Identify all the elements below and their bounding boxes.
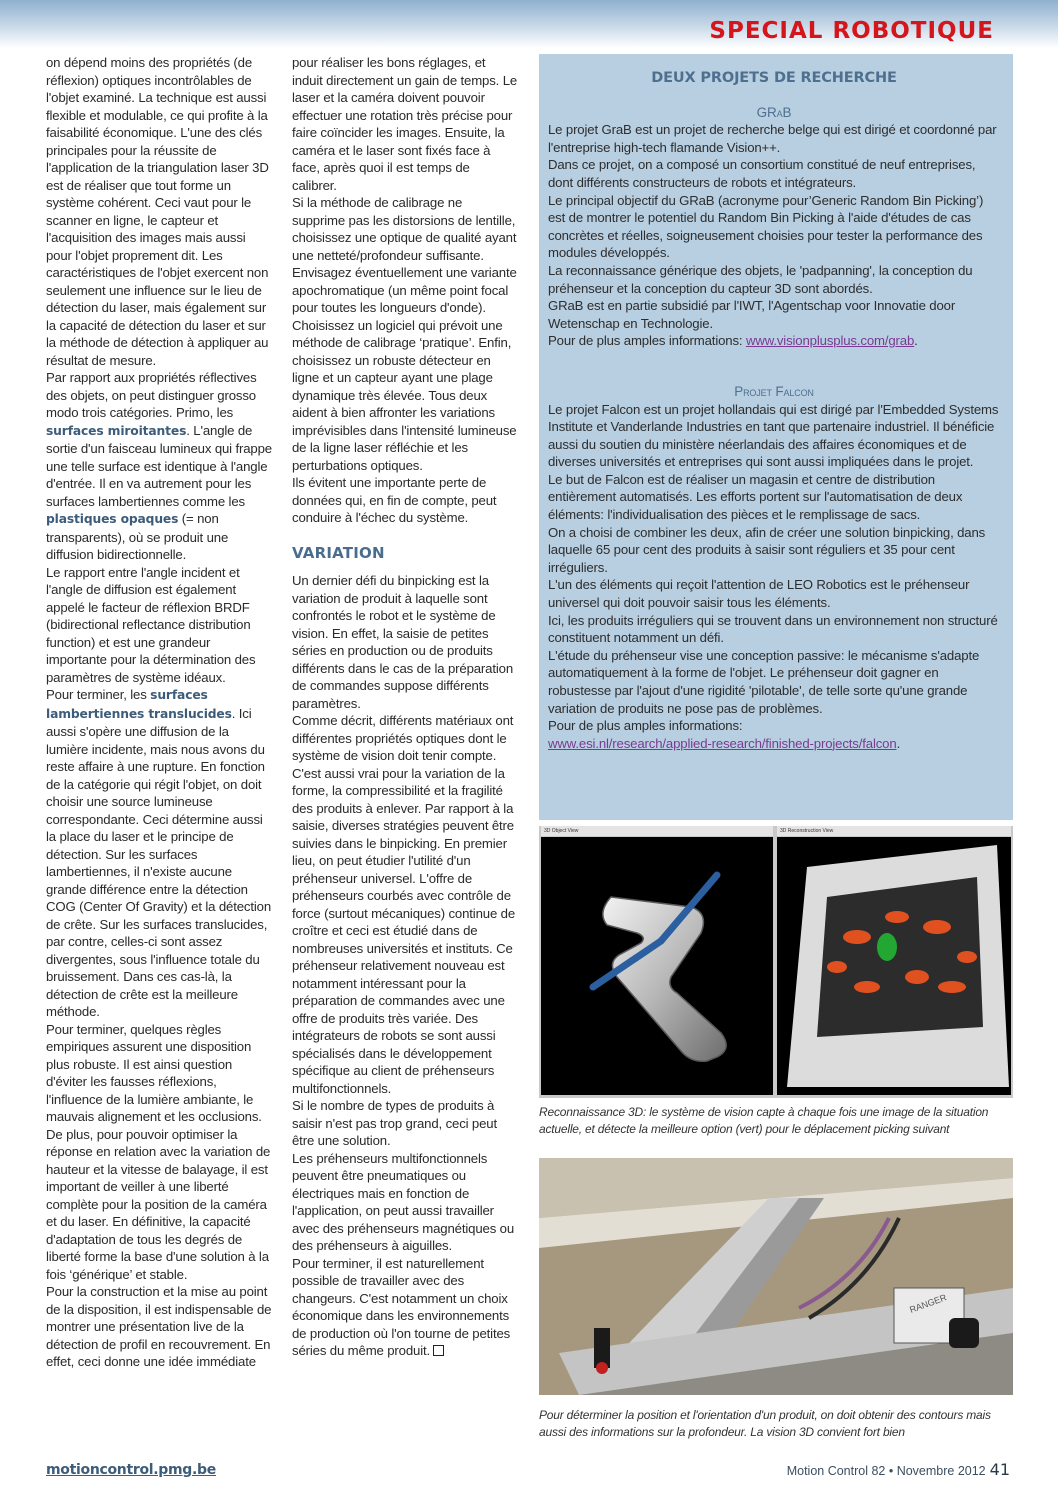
paragraph: Ici, les produits irréguliers qui se trouvent dans un environnement non structuré constituent notamment un défi. bbox=[548, 612, 998, 646]
paragraph: Pour de plus amples informations: bbox=[548, 718, 743, 734]
paragraph: Dans ce projet, on a composé un consortium constitué de neuf entreprises, dont différents constructeurs de robots et intégrateurs. bbox=[548, 157, 976, 190]
bin-reconstruction-illustration bbox=[777, 837, 1011, 1095]
gripper-object-illustration bbox=[541, 837, 773, 1095]
footer-url-link[interactable]: motioncontrol.pmg.be bbox=[46, 1462, 216, 1478]
paragraph: www.esi.nl/research/applied-research/finished-projects/falcon. bbox=[548, 735, 901, 751]
figure1-caption: Reconnaissance 3D: le système de vision capte à chaque fois une image de la situation actuelle, et détecte la meilleure option (vert) pour le déplacement picking suivant bbox=[539, 1105, 989, 1136]
paragraph: Un dernier défi du binpicking est la variation de produit à laquelle sont confrontés le robot et le système de vision. En effet, la saisie de petites séries en production ou de produits différents dans le cas de la préparation de commandes suppose différents paramètres. bbox=[292, 573, 514, 711]
section-header: SPECIAL ROBOTIQUE bbox=[709, 18, 994, 44]
article-column-2 bbox=[292, 54, 518, 1360]
paragraph: Le but de Falcon est de réaliser un magasin et centre de distribution entièrement automatisés. Les efforts portent sur l'automatisation de deux éléments: l'individualisation des pièces et le remplissage de sacs. bbox=[548, 471, 963, 523]
falcon-link[interactable]: www.esi.nl/research/applied-research/finished-projects/falcon bbox=[548, 735, 897, 751]
paragraph: GRaB est en partie subsidié par l'IWT, l'Agentschap voor Innovatie door Wetenschap en Technologie. bbox=[548, 298, 956, 331]
issue-info: Motion Control 82 • Novembre 2012 bbox=[786, 1464, 986, 1478]
section-heading: VARIATION bbox=[292, 543, 385, 562]
paragraph: Pour terminer, quelques règles empiriques assurent une disposition plus robuste. Il est ainsi question d'éviter les fausses réflexions, l'influence de la lumière ambiante, le mauvais alignement et les occlusions. De plus, pour pouvoir optimiser la réponse en relation avec la variation de hauteur et la vitesse de balayage, il est important de veiller à une liberté complète pour la position de la caméra et du laser. En définitive, la capacité d'adaptation de tous les degrés de liberté forme la base d'une solution à la fois ‘générique’ et stable. bbox=[46, 1021, 271, 1282]
reconstruction-view-panel bbox=[777, 837, 1011, 1095]
object-view-panel bbox=[541, 837, 773, 1095]
emphasis: plastiques opaques bbox=[46, 512, 179, 526]
figure2-caption: Pour déterminer la position et l'orientation d'un produit, on doit obtenir des contours mais aussi des informations sur la profondeur. La vision 3D convient fort bien bbox=[539, 1408, 991, 1439]
paragraph: Par rapport aux propriétés réflectives des objets, on peut distinguer grosso modo trois catégories. Primo, les surfaces miroitantes. L'angle de sortie d'un faisceau lumineux qui frappe une telle surface est identique à l'angle d'entrée. Il en va autrement pour les surfaces lambertiennes comme les plastiques opaques (= non transparents), où se produit une diffusion bidirectionnelle. bbox=[46, 370, 272, 562]
falcon-heading: Projet Falcon bbox=[734, 383, 814, 399]
paragraph: pour réaliser les bons réglages, et induit directement un gain de temps. Le laser et la caméra doivent pouvoir effectuer une rotation très précise pour faire coïncider les images. Ensuite, la caméra et le laser sont fixés face à face, après quoi il est temps de calibrer. bbox=[292, 55, 518, 193]
paragraph: Les préhenseurs multifonctionnels peuvent être pneumatiques ou électriques mais en fonction de l'application, on peut aussi travailler avec des préhenseurs magnétiques ou des préhenseurs à aiguilles. bbox=[292, 1150, 515, 1253]
panel-title: 3D Reconstruction View bbox=[777, 826, 1011, 836]
paragraph: Le projet Falcon est un projet hollandais qui est dirigé par l'Embedded Systems Institute et Vanderlande Industries en tant que partenaire industriel. Il bénéficie aussi du soutien du ministère néerlandais des affaires économiques et de diverses universités et entreprises qui sont aussi impliquées dans le projet. bbox=[548, 401, 999, 470]
emphasis: surfaces lambertiennes translucides bbox=[46, 688, 232, 721]
paragraph: on dépend moins des propriétés (de réflexion) optiques incontrôlables de l'objet examiné. La technique est aussi flexible et modulable, ce qui profite à la faisabilité économique. L'une des clés principales pour la réussite de l'application de la triangulation laser 3D est de réaliser que tout forme un système cohérent. Ceci vaut pour le scanner en ligne, le capteur et l'acquisition des images mais aussi pour l'objet proprement dit. Les caractéristiques de l'objet exercent non seulement une influence sur le lieu de détection du laser, mais également sur la capacité de détection du laser et sur la méthode de détection à appliquer au résultat de mesure. bbox=[46, 55, 269, 368]
article-column-1 bbox=[46, 54, 272, 1371]
paragraph: On a choisi de combiner les deux, afin de créer une solution binpicking, dans laquelle 65 pour cent des produits à saisir sont réguliers et 35 pour cent irréguliers. bbox=[548, 524, 986, 575]
camera-label: RANGER bbox=[908, 1292, 948, 1315]
panel-title: 3D Object View bbox=[541, 826, 773, 836]
figure-camera-photo bbox=[539, 1158, 1013, 1395]
grab-heading: GRaB bbox=[756, 104, 792, 120]
figure-3d-recognition bbox=[539, 826, 1013, 1098]
paragraph: Comme décrit, différents matériaux ont différentes propriétés optiques dont le système de vision doit tenir compte. C'est aussi vrai pour la variation de la forme, la compressibilité et la fragilité des produits à enlever. Par rapport à la saisie, diverses stratégies peuvent être suivies dans le binpicking. En premier lieu, on peut étudier l'utilité d'un préhenseur universel. L'offre de préhenseurs courbés avec contrôle de force (surtout mécaniques) continue de croître et ceci est étudié dans de nombreuses universités et instituts. Ce préhenseur relativement nouveau est notamment intéressant pour la préparation de commandes avec une offre de produits très variée. Des intégrateurs de robots se sont aussi spécialisés dans le développement spécifique au client de préhenseurs multifonctionnels. bbox=[292, 713, 516, 1096]
paragraph: Si le nombre de types de produits à saisir n'est pas trop grand, ceci peut être une solution. bbox=[292, 1098, 497, 1148]
research-projects-box bbox=[539, 54, 1013, 820]
end-mark-icon bbox=[433, 1345, 444, 1356]
paragraph: L'étude du préhenseur vise une conception passive: le mécanisme s'adapte automatiquement à la forme de l'objet. Le préhenseur doit gagner en robustesse par l'ajout d'une rigidité 'pilotable', de telle sorte qu'une grande variation de produits ne pose pas de problèmes. bbox=[548, 647, 980, 716]
paragraph: Le rapport entre l'angle incident et l'angle de diffusion est également appelé le facteur de réflexion BRDF (bidirectional reflectance distribution function) et est une grandeur importante pour la détermination des paramètres de système idéaux. bbox=[46, 564, 256, 685]
emphasis: surfaces miroitantes bbox=[46, 423, 187, 438]
grab-link[interactable]: www.visionplusplus.com/grab bbox=[745, 333, 915, 349]
paragraph: Pour de plus amples informations: www.visionplusplus.com/grab. bbox=[548, 333, 918, 349]
paragraph: Pour terminer, il est naturellement possible de travailler avec des changeurs. C'est notamment un choix économique dans les environnements de production où l'on tourne de petites séries du même produit. bbox=[292, 1255, 511, 1358]
paragraph: Le projet GraB est un projet de recherche belge qui est dirigé et coordonné par l'entreprise high-tech flamande Vision++. bbox=[548, 122, 997, 155]
footer-issue bbox=[787, 1460, 1010, 1479]
box-title: DEUX PROJETS DE RECHERCHE bbox=[651, 70, 897, 86]
paragraph: Pour terminer, les surfaces lambertiennes translucides. Ici aussi s'opère une diffusion de la lumière incidente, mais nous avons du reste affaire à une rupture. En fonction de la catégorie qui régit l'objet, on doit choisir une source lumineuse correspondante. Ceci détermine aussi la place du laser et le principe de détection. Sur les surfaces lambertiennes, il n'existe aucune grande différence entre la détection COG (Center Of Gravity) et la détection de crête. Sur les surfaces translucides, par contre, celles-ci sont assez divergentes, sous l'influence totale du bruissement. Dans ces cas-là, la détection de crête est la meilleure méthode. bbox=[46, 687, 272, 1019]
paragraph: L'un des éléments qui reçoit l'attention de LEO Robotics est le préhenseur universel qui doit pouvoir saisir tous les éléments. bbox=[548, 577, 970, 611]
paragraph: Si la méthode de calibrage ne supprime pas les distorsions de lentille, choisissez une optique de qualité ayant une netteté/profondeur suffisante. Envisagez éventuellement une variante apochromatique (un même point focal pour toutes les longueurs d'onde). Choisissez un logiciel qui prévoit une méthode de calibrage ‘pratique’. Enfin, choisissez un robuste détecteur en ligne et un capteur ayant une plage dynamique très élevée. Tous deux aident à bien affronter les variations imprévisibles dans l'intensité lumineuse de la ligne laser réfléchie et les perturbations optiques. bbox=[292, 195, 517, 473]
paragraph: Ils évitent une importante perte de données qui, en fin de compte, peut conduire à l'échec du système. bbox=[292, 475, 497, 525]
camera-rail-illustration bbox=[539, 1158, 1013, 1395]
paragraph: Pour la construction et la mise au point de la disposition, il est indispensable de montrer une présentation live de la détection de profil en recouvrement. En effet, ceci donne une idée immédiate bbox=[46, 1284, 272, 1369]
paragraph: La reconnaissance générique des objets, le 'padpanning', la conception du préhenseur et la conception du capteur 3D sont abordés. bbox=[548, 262, 973, 296]
paragraph: Le principal objectif du GRaB (acronyme pour’Generic Random Bin Picking’) est de montrer le potentiel du Random Bin Picking à l'aide d'études de cas concrètes et réelles, soigneusement choisies pour tester la performance des modules développés. bbox=[548, 192, 984, 261]
page-number: 41 bbox=[989, 1460, 1010, 1479]
